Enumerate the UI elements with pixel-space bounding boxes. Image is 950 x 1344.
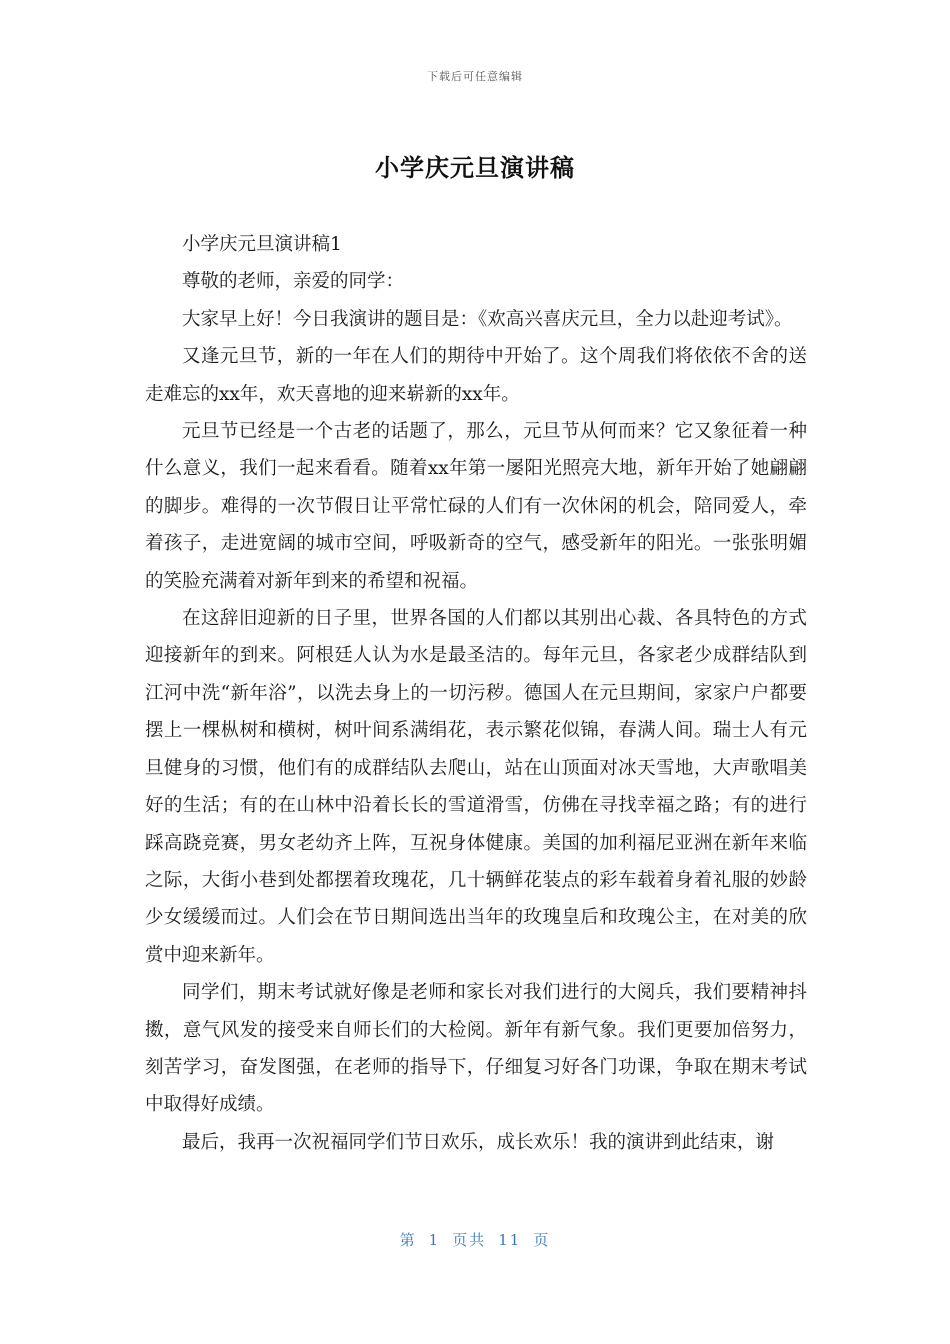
page-label-suffix: 页 (533, 1231, 551, 1249)
paragraph: 最后，我再一次祝福同学们节日欢乐，成长欢乐！我的演讲到此结束，谢 (182, 1131, 775, 1153)
paragraph: 又逢元旦节，新的一年在人们的期待中开始了。这个周我们将依依不舍的送走难忘的xx年，欢天喜地的迎来崭新的xx年。 (145, 346, 807, 405)
paragraph: 在这辞旧迎新的日子里，世界各国的人们都以其别出心裁、各具特色的方式迎接新年的到来。阿根廷人认为水是最圣洁的。每年元旦，各家老少成群结队到江河中洗“新年浴”，以洗去身上的一切污秽。德国人在元旦期间，家家户户都要摆上一棵枞树和横树，树叶间系满绢花，表示繁花似锦，春满人间。瑞士人有元旦健身的习惯，他们有的成群结队去爬山，站在山顶面对冰天雪地，大声歌唱美好的生活；有的在山林中沿着长长的雪道滑雪，仿佛在寻找幸福之路；有的进行踩高跷竞赛，男女老幼齐上阵，互祝身体健康。美国的加利福尼亚洲在新年来临之际，大街小巷到处都摆着玫瑰花，几十辆鲜花装点的彩车载着身着礼服的妙龄少女缓缓而过。人们会在节日期间选出当年的玫瑰皇后和玫瑰公主，在对美的欣赏中迎来新年。 (145, 608, 807, 966)
paragraph: 尊敬的老师，亲爱的同学： (182, 271, 405, 293)
paragraph: 大家早上好！今日我演讲的题目是：《欢高兴喜庆元旦，全力以赴迎考试》。 (182, 308, 793, 330)
total-pages: 11 (498, 1231, 522, 1249)
page-number: 1 (428, 1231, 441, 1249)
paragraph: 同学们，期末考试就好像是老师和家长对我们进行的大阅兵，我们要精神抖擞，意气风发的接受来自师长们的大检阅。新年有新气象。我们更要加倍努力，刻苦学习，奋发图强，在老师的指导下，仔细复习好各门功课，争取在期末考试中取得好成绩。 (145, 982, 807, 1116)
paragraph: 元旦节已经是一个古老的话题了，那么，元旦节从何而来？它又象征着一种什么意义，我们一起来看看。随着xx年第一屡阳光照亮大地，新年开始了她翩翩的脚步。难得的一次节假日让平常忙碌的人们有一次休闲的机会，陪同爱人，牵着孩子，走进宽阔的城市空间，呼吸新奇的空气，感受新年的阳光。一张张明媚的笑脸充满着对新年到来的希望和祝福。 (145, 421, 807, 592)
page-header-note: 下载后可任意编辑 (427, 70, 523, 83)
document-title: 小学庆元旦演讲稿 (375, 154, 575, 182)
page-label-prefix: 第 (399, 1231, 417, 1249)
page-label-mid: 页共 (452, 1231, 487, 1249)
document-body (145, 226, 807, 1161)
paragraph: 小学庆元旦演讲稿1 (182, 234, 342, 255)
page-footer (0, 1229, 950, 1250)
